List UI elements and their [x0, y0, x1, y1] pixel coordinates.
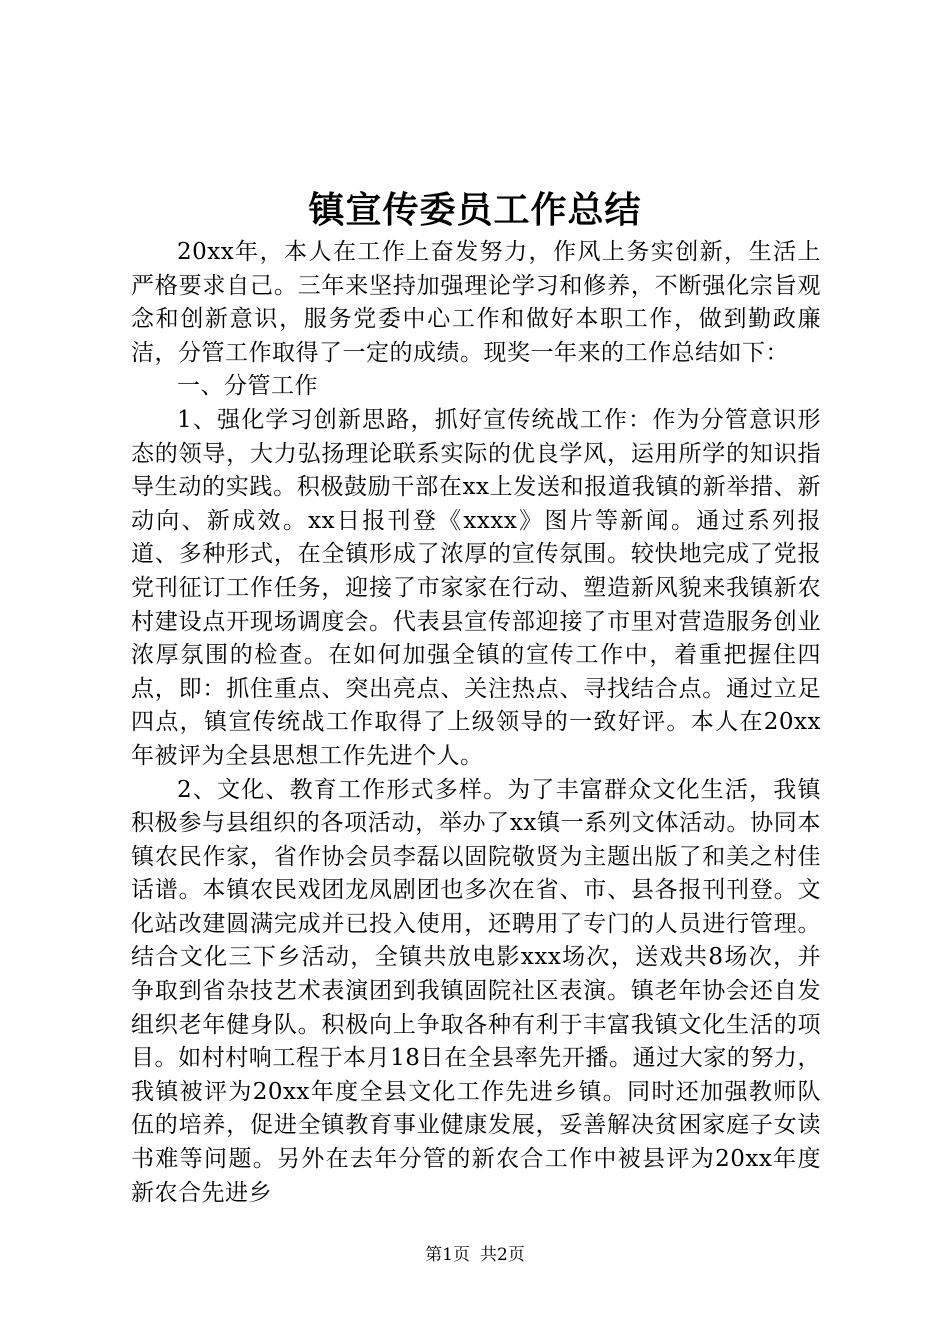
paragraph-propaganda-work: 1、强化学习创新思路，抓好宣传统战工作：作为分管意识形态的领导，大力弘扬理论联系实际的优良学风，运用所学的知识指导生动的实践。积极鼓励干部在xx上发送和报道我镇的新举措、新动向、新成效。xx日报刊登《xxxx》图片等新闻。通过系列报道、多种形式，在全镇形成了浓厚的宣传氛围。较快地完成了党报党刊征订工作任务，迎接了市家家在行动、塑造新风貌来我镇新农村建设点开现场调度会。代表县宣传部迎接了市里对营造服务创业浓厚氛围的检查。在如何加强全镇的宣传工作中，着重把握住四点，即：抓住重点、突出亮点、关注热点、寻找结合点。通过立足四点，镇宣传统战工作取得了上级领导的一致好评。本人在20xx年被评为全县思想工作先进个人。 — [131, 406, 821, 769]
paragraph-intro: 20xx年，本人在工作上奋发努力，作风上务实创新，生活上严格要求自己。三年来坚持加强理论学习和修养，不断强化宗旨观念和创新意识，服务党委中心工作和做好本职工作，做到勤政廉洁，分管工作取得了一定的成绩。现奖一年来的工作总结如下： — [131, 239, 821, 366]
section-heading: 一、分管工作 — [177, 373, 318, 400]
page-number: 第1页 — [425, 1245, 470, 1265]
page-footer — [0, 1244, 950, 1266]
document-body — [131, 236, 821, 1210]
document-title: 镇宣传委员工作总结 — [308, 189, 642, 231]
page-total: 共2页 — [480, 1245, 525, 1265]
paragraph-culture-education: 2、文化、教育工作形式多样。为了丰富群众文化生活，我镇积极参与县组织的各项活动，举办了xx镇一系列文体活动。协同本镇农民作家，省作协会员李磊以固院敬贤为主题出版了和美之村佳话谱。本镇农民戏团龙凤剧团也多次在省、市、县各报刊刊登。文化站改建圆满完成并已投入使用，还聘用了专门的人员进行管理。结合文化三下乡活动，全镇共放电影xxx场次，送戏共8场次，并争取到省杂技艺术表演团到我镇固院社区表演。镇老年协会还自发组织老年健身队。积极向上争取各种有利于丰富我镇文化生活的项目。如村村响工程于本月18日在全县率先开播。通过大家的努力，我镇被评为20xx年度全县文化工作先进乡镇。同时还加强教师队伍的培养，促进全镇教育事业健康发展，妥善解决贫困家庭子女读书难等问题。另外在去年分管的新农合工作中被县评为20xx年度新农合先进乡 — [131, 776, 821, 1206]
